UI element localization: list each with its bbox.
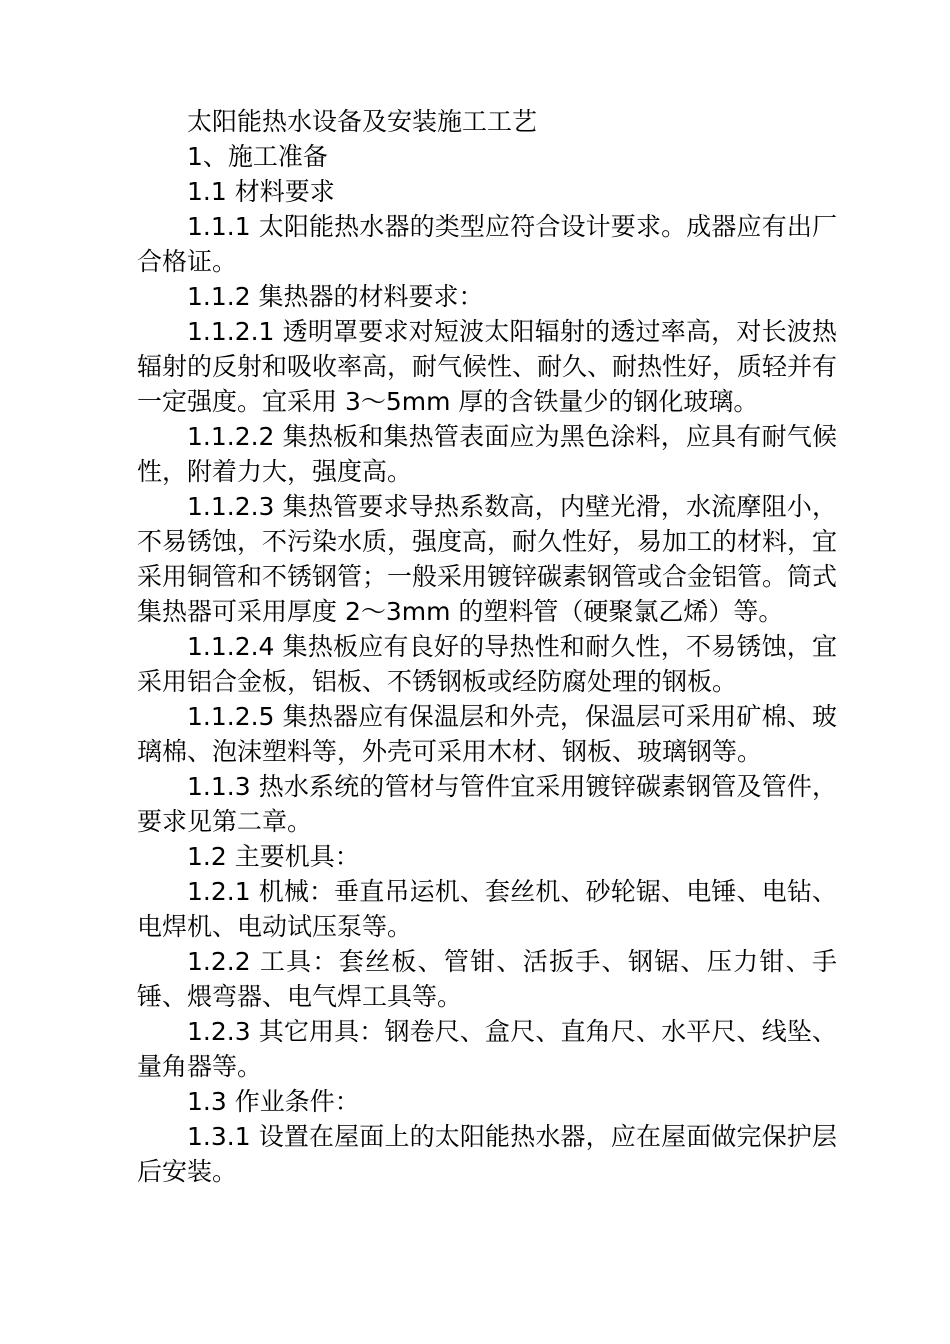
paragraph-1-2-3: 1.2.3 其它用具：钢卷尺、盒尺、直角尺、水平尺、线坠、量角器等。 — [137, 1017, 837, 1081]
paragraph-1-1-2-3: 1.1.2.3 集热管要求导热系数高，内壁光滑，水流摩阻小，不易锈蚀，不污染水质，强度高，耐久性好，易加工的材料，宜采用铜管和不锈钢管；一般采用镀锌碳素钢管或合金铝管。筒式集热器可采用厚度 2～3mm 的塑料管（硬聚氯乙烯）等。 — [137, 492, 838, 626]
paragraph-1-1-2-5: 1.1.2.5 集热器应有保温层和外壳，保温层可采用矿棉、玻璃棉、泡沫塑料等，外壳可采用木材、钢板、玻璃钢等。 — [137, 702, 837, 766]
subsection-heading-1-1: 1.1 材料要求 — [187, 177, 335, 206]
paragraph-1-2-1: 1.2.1 机械：垂直吊运机、套丝机、砂轮锯、电锤、电钻、电焊机、电动试压泵等。 — [137, 877, 837, 941]
section-heading-1: 1、施工准备 — [187, 142, 328, 171]
subsection-heading-1-2: 1.2 主要机具： — [187, 842, 360, 871]
paragraph-1-3-1: 1.3.1 设置在屋面上的太阳能热水器，应在屋面做完保护层后安装。 — [137, 1122, 837, 1186]
paragraph-1-1-2-4: 1.1.2.4 集热板应有良好的导热性和耐久性，不易锈蚀，宜采用铝合金板，铝板、不锈钢板或经防腐处理的钢板。 — [137, 632, 837, 696]
paragraph-1-1-2-1: 1.1.2.1 透明罩要求对短波太阳辐射的透过率高，对长波热辐射的反射和吸收率高，耐气候性、耐久、耐热性好，质轻并有一定强度。宜采用 3～5mm 厚的含铁量少的钢化玻璃。 — [137, 317, 838, 416]
document-body — [137, 104, 837, 1189]
document-title: 太阳能热水设备及安装施工工艺 — [187, 107, 538, 136]
paragraph-1-1-3: 1.1.3 热水系统的管材与管件宜采用镀锌碳素钢管及管件，要求见第二章。 — [137, 772, 837, 836]
subsection-heading-1-3: 1.3 作业条件： — [187, 1087, 360, 1116]
paragraph-1-2-2: 1.2.2 工具：套丝板、管钳、活扳手、钢锯、压力钳、手锤、煨弯器、电气焊工具等。 — [137, 947, 837, 1011]
paragraph-1-1-2-2: 1.1.2.2 集热板和集热管表面应为黑色涂料，应具有耐气候性，附着力大，强度高。 — [137, 422, 837, 486]
paragraph-1-1-2: 1.1.2 集热器的材料要求： — [187, 282, 484, 311]
paragraph-1-1-1: 1.1.1 太阳能热水器的类型应符合设计要求。成器应有出厂合格证。 — [137, 212, 837, 276]
